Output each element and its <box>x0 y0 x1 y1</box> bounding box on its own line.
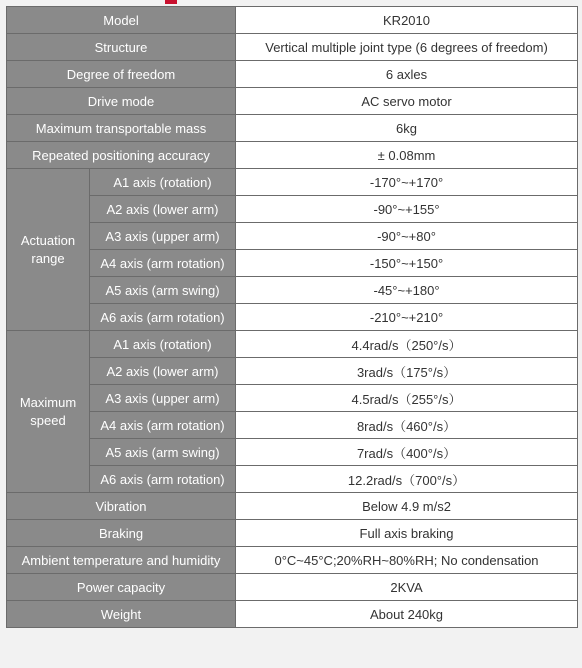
axis-label: A5 axis (arm swing) <box>90 277 236 304</box>
axis-label: A6 axis (arm rotation) <box>90 466 236 493</box>
table-row <box>7 358 578 385</box>
axis-value: -45°~+180° <box>236 277 578 304</box>
axis-label: A1 axis (rotation) <box>90 169 236 196</box>
axis-value: 3rad/s（175°/s） <box>236 358 578 385</box>
row-value: 6kg <box>236 115 578 142</box>
table-row <box>7 439 578 466</box>
table-row <box>7 493 578 520</box>
table-row <box>7 412 578 439</box>
table-row <box>7 61 578 88</box>
table-row <box>7 304 578 331</box>
row-value: 6 axles <box>236 61 578 88</box>
axis-value: 12.2rad/s（700°/s） <box>236 466 578 493</box>
group-label-line: Actuation <box>20 232 76 248</box>
row-value: Full axis braking <box>236 520 578 547</box>
maximum-speed-group-label <box>7 331 90 493</box>
axis-label: A2 axis (lower arm) <box>90 196 236 223</box>
axis-value: -90°~+80° <box>236 223 578 250</box>
row-value: ± 0.08mm <box>236 142 578 169</box>
row-label: Repeated positioning accuracy <box>7 142 236 169</box>
row-label: Model <box>7 7 236 34</box>
row-value: KR2010 <box>236 7 578 34</box>
axis-value: -150°~+150° <box>236 250 578 277</box>
row-value: Vertical multiple joint type (6 degrees of freedom) <box>236 34 578 61</box>
axis-label: A2 axis (lower arm) <box>90 358 236 385</box>
row-label: Power capacity <box>7 574 236 601</box>
group-label-line: Maximum <box>19 394 77 410</box>
axis-label: A1 axis (rotation) <box>90 331 236 358</box>
row-label: Drive mode <box>7 88 236 115</box>
row-label: Ambient temperature and humidity <box>7 547 236 574</box>
actuation-range-group-label <box>7 169 90 331</box>
axis-label: A3 axis (upper arm) <box>90 385 236 412</box>
spec-table <box>6 6 578 628</box>
table-row <box>7 547 578 574</box>
table-row <box>7 34 578 61</box>
table-row <box>7 574 578 601</box>
row-value: 2KVA <box>236 574 578 601</box>
group-label-line: speed <box>30 412 66 428</box>
axis-label: A5 axis (arm swing) <box>90 439 236 466</box>
axis-value: 4.5rad/s（255°/s） <box>236 385 578 412</box>
axis-value: 4.4rad/s（250°/s） <box>236 331 578 358</box>
axis-value: -210°~+210° <box>236 304 578 331</box>
table-row <box>7 115 578 142</box>
axis-value: -170°~+170° <box>236 169 578 196</box>
row-label: Weight <box>7 601 236 628</box>
row-value: Below 4.9 m/s2 <box>236 493 578 520</box>
axis-label: A4 axis (arm rotation) <box>90 250 236 277</box>
axis-label: A4 axis (arm rotation) <box>90 412 236 439</box>
axis-label: A6 axis (arm rotation) <box>90 304 236 331</box>
table-row <box>7 520 578 547</box>
table-row <box>7 385 578 412</box>
axis-value: 8rad/s（460°/s） <box>236 412 578 439</box>
table-row <box>7 223 578 250</box>
row-label: Maximum transportable mass <box>7 115 236 142</box>
row-value: About 240kg <box>236 601 578 628</box>
table-row <box>7 601 578 628</box>
table-row <box>7 7 578 34</box>
row-value: 0°C~45°C;20%RH~80%RH; No condensation <box>236 547 578 574</box>
table-row <box>7 142 578 169</box>
table-row <box>7 466 578 493</box>
row-label: Vibration <box>7 493 236 520</box>
table-row <box>7 277 578 304</box>
axis-label: A3 axis (upper arm) <box>90 223 236 250</box>
row-label: Braking <box>7 520 236 547</box>
table-row <box>7 88 578 115</box>
accent-mark <box>165 0 177 4</box>
table-row <box>7 196 578 223</box>
table-row <box>7 331 578 358</box>
table-row <box>7 250 578 277</box>
row-value: AC servo motor <box>236 88 578 115</box>
group-label-line: range <box>31 250 65 266</box>
table-row <box>7 169 578 196</box>
axis-value: -90°~+155° <box>236 196 578 223</box>
row-label: Structure <box>7 34 236 61</box>
axis-value: 7rad/s（400°/s） <box>236 439 578 466</box>
row-label: Degree of freedom <box>7 61 236 88</box>
